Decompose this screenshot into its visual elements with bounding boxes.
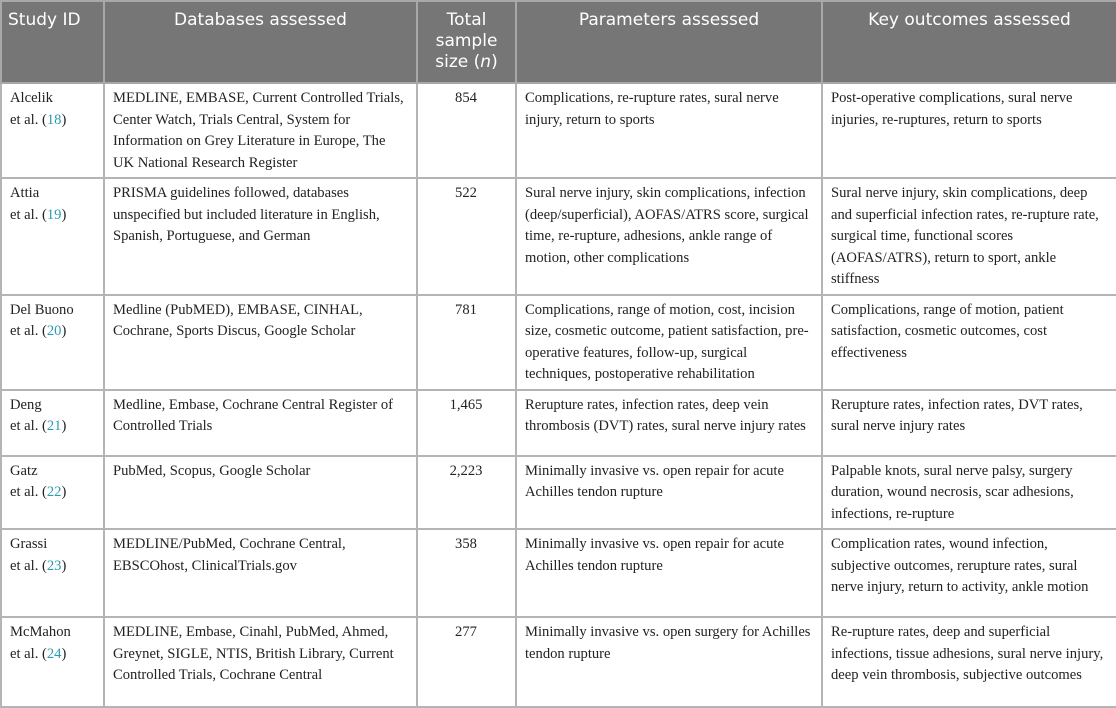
sample-size-cell: 2,223 xyxy=(417,456,516,530)
study-id-cell xyxy=(1,83,104,178)
header-sample-text: Total sample size ( xyxy=(435,10,498,72)
study-etal: et al. ( xyxy=(10,111,47,128)
study-author: Deng xyxy=(10,396,42,413)
study-author: Alcelik xyxy=(10,90,53,106)
study-etal: et al. ( xyxy=(10,557,47,574)
table-row xyxy=(1,83,1116,178)
study-id-cell xyxy=(1,178,104,295)
table-row xyxy=(1,529,1116,617)
table-row xyxy=(1,617,1116,707)
study-close: ) xyxy=(61,557,67,574)
reference-link[interactable]: 24 xyxy=(46,645,62,662)
sample-size-cell: 522 xyxy=(417,178,516,295)
databases-cell: Medline (PubMED), EMBASE, CINHAL, Cochrane, Sports Discus, Google Scholar xyxy=(104,295,417,390)
databases-cell: MEDLINE, Embase, Cinahl, PubMed, Ahmed, Greynet, SIGLE, NTIS, British Library, Current Controlled Trials, Cochrane Central xyxy=(104,617,417,707)
outcomes-cell: Rerupture rates, infection rates, DVT rates, sural nerve injury rates xyxy=(822,390,1116,456)
study-close: ) xyxy=(61,645,67,662)
study-author: Del Buono xyxy=(10,301,74,318)
table-row xyxy=(1,456,1116,530)
parameters-cell: Minimally invasive vs. open repair for acute Achilles tendon rupture xyxy=(516,529,822,617)
parameters-cell: Complications, re-rupture rates, sural nerve injury, return to sports xyxy=(516,83,822,178)
parameters-cell: Minimally invasive vs. open surgery for Achilles tendon rupture xyxy=(516,617,822,707)
databases-cell: PRISMA guidelines followed, databases unspecified but included literature in English, Spanish, Portuguese, and German xyxy=(104,178,417,295)
reference-link[interactable]: 20 xyxy=(46,323,62,339)
sample-size-cell: 781 xyxy=(417,295,516,390)
study-etal: et al. ( xyxy=(10,206,47,223)
sample-size-cell: 1,465 xyxy=(417,390,516,456)
header-parameters: Parameters assessed xyxy=(516,1,822,83)
study-etal: et al. ( xyxy=(10,484,47,500)
parameters-cell: Rerupture rates, infection rates, deep vein thrombosis (DVT) rates, sural nerve injury rates xyxy=(516,390,822,456)
table-row xyxy=(1,178,1116,295)
reference-link[interactable]: 22 xyxy=(46,484,62,500)
study-id-cell xyxy=(1,529,104,617)
study-close: ) xyxy=(61,418,67,434)
databases-cell: MEDLINE/PubMed, Cochrane Central, EBSCOhost, ClinicalTrials.gov xyxy=(104,529,417,617)
parameters-cell: Complications, range of motion, cost, incision size, cosmetic outcome, patient satisfaction, pre-operative features, follow-up, surgical techniques, postoperative rehabilitation xyxy=(516,295,822,390)
databases-cell: MEDLINE, EMBASE, Current Controlled Trials, Center Watch, Trials Central, System for Information on Grey Literature in Europe, The UK National Research Register xyxy=(104,83,417,178)
table-row xyxy=(1,390,1116,456)
study-etal: et al. ( xyxy=(10,645,47,662)
study-close: ) xyxy=(61,206,67,223)
outcomes-cell: Sural nerve injury, skin complications, deep and superficial infection rates, re-rupture rate, surgical time, functional scores (AOFAS/ATRS), return to sport, ankle stiffness xyxy=(822,178,1116,295)
study-close: ) xyxy=(61,484,67,500)
sample-size-cell: 854 xyxy=(417,83,516,178)
study-id-cell xyxy=(1,456,104,530)
study-close: ) xyxy=(61,323,67,339)
study-author: Attia xyxy=(10,185,40,201)
table-row xyxy=(1,295,1116,390)
header-databases: Databases assessed xyxy=(104,1,417,83)
outcomes-cell: Palpable knots, sural nerve palsy, surgery duration, wound necrosis, scar adhesions, infections, re-rupture xyxy=(822,456,1116,530)
study-close: ) xyxy=(61,111,67,128)
study-author: Grassi xyxy=(10,536,48,552)
parameters-cell: Minimally invasive vs. open repair for acute Achilles tendon rupture xyxy=(516,456,822,530)
study-id-cell xyxy=(1,295,104,390)
databases-cell: PubMed, Scopus, Google Scholar xyxy=(104,456,417,530)
header-outcomes: Key outcomes assessed xyxy=(822,1,1116,83)
header-sample-n: n xyxy=(480,52,492,72)
study-id-cell xyxy=(1,390,104,456)
outcomes-cell: Re-rupture rates, deep and superficial infections, tissue adhesions, sural nerve injury, deep vein thrombosis, subjective outcomes xyxy=(822,617,1116,707)
study-id-cell xyxy=(1,617,104,707)
study-etal: et al. ( xyxy=(10,323,47,339)
reference-link[interactable]: 21 xyxy=(46,418,62,434)
reference-link[interactable]: 19 xyxy=(46,206,62,223)
sample-size-cell: 358 xyxy=(417,529,516,617)
header-study-id: Study ID xyxy=(1,1,104,83)
outcomes-cell: Complication rates, wound infection, subjective outcomes, rerupture rates, sural nerve injury, return to activity, ankle motion xyxy=(822,529,1116,617)
header-row xyxy=(1,1,1116,83)
sample-size-cell: 277 xyxy=(417,617,516,707)
reference-link[interactable]: 18 xyxy=(46,111,62,128)
header-sample-size xyxy=(417,1,516,83)
study-author: Gatz xyxy=(10,462,38,479)
header-sample-close: ) xyxy=(491,52,498,72)
databases-cell: Medline, Embase, Cochrane Central Register of Controlled Trials xyxy=(104,390,417,456)
study-author: McMahon xyxy=(10,624,71,640)
study-etal: et al. ( xyxy=(10,418,47,434)
outcomes-cell: Complications, range of motion, patient satisfaction, cosmetic outcomes, cost effectiveness xyxy=(822,295,1116,390)
outcomes-cell: Post-operative complications, sural nerve injuries, re-ruptures, return to sports xyxy=(822,83,1116,178)
reference-link[interactable]: 23 xyxy=(46,557,62,574)
parameters-cell: Sural nerve injury, skin complications, infection (deep/superficial), AOFAS/ATRS score, surgical time, re-rupture, adhesions, ankle range of motion, other complications xyxy=(516,178,822,295)
